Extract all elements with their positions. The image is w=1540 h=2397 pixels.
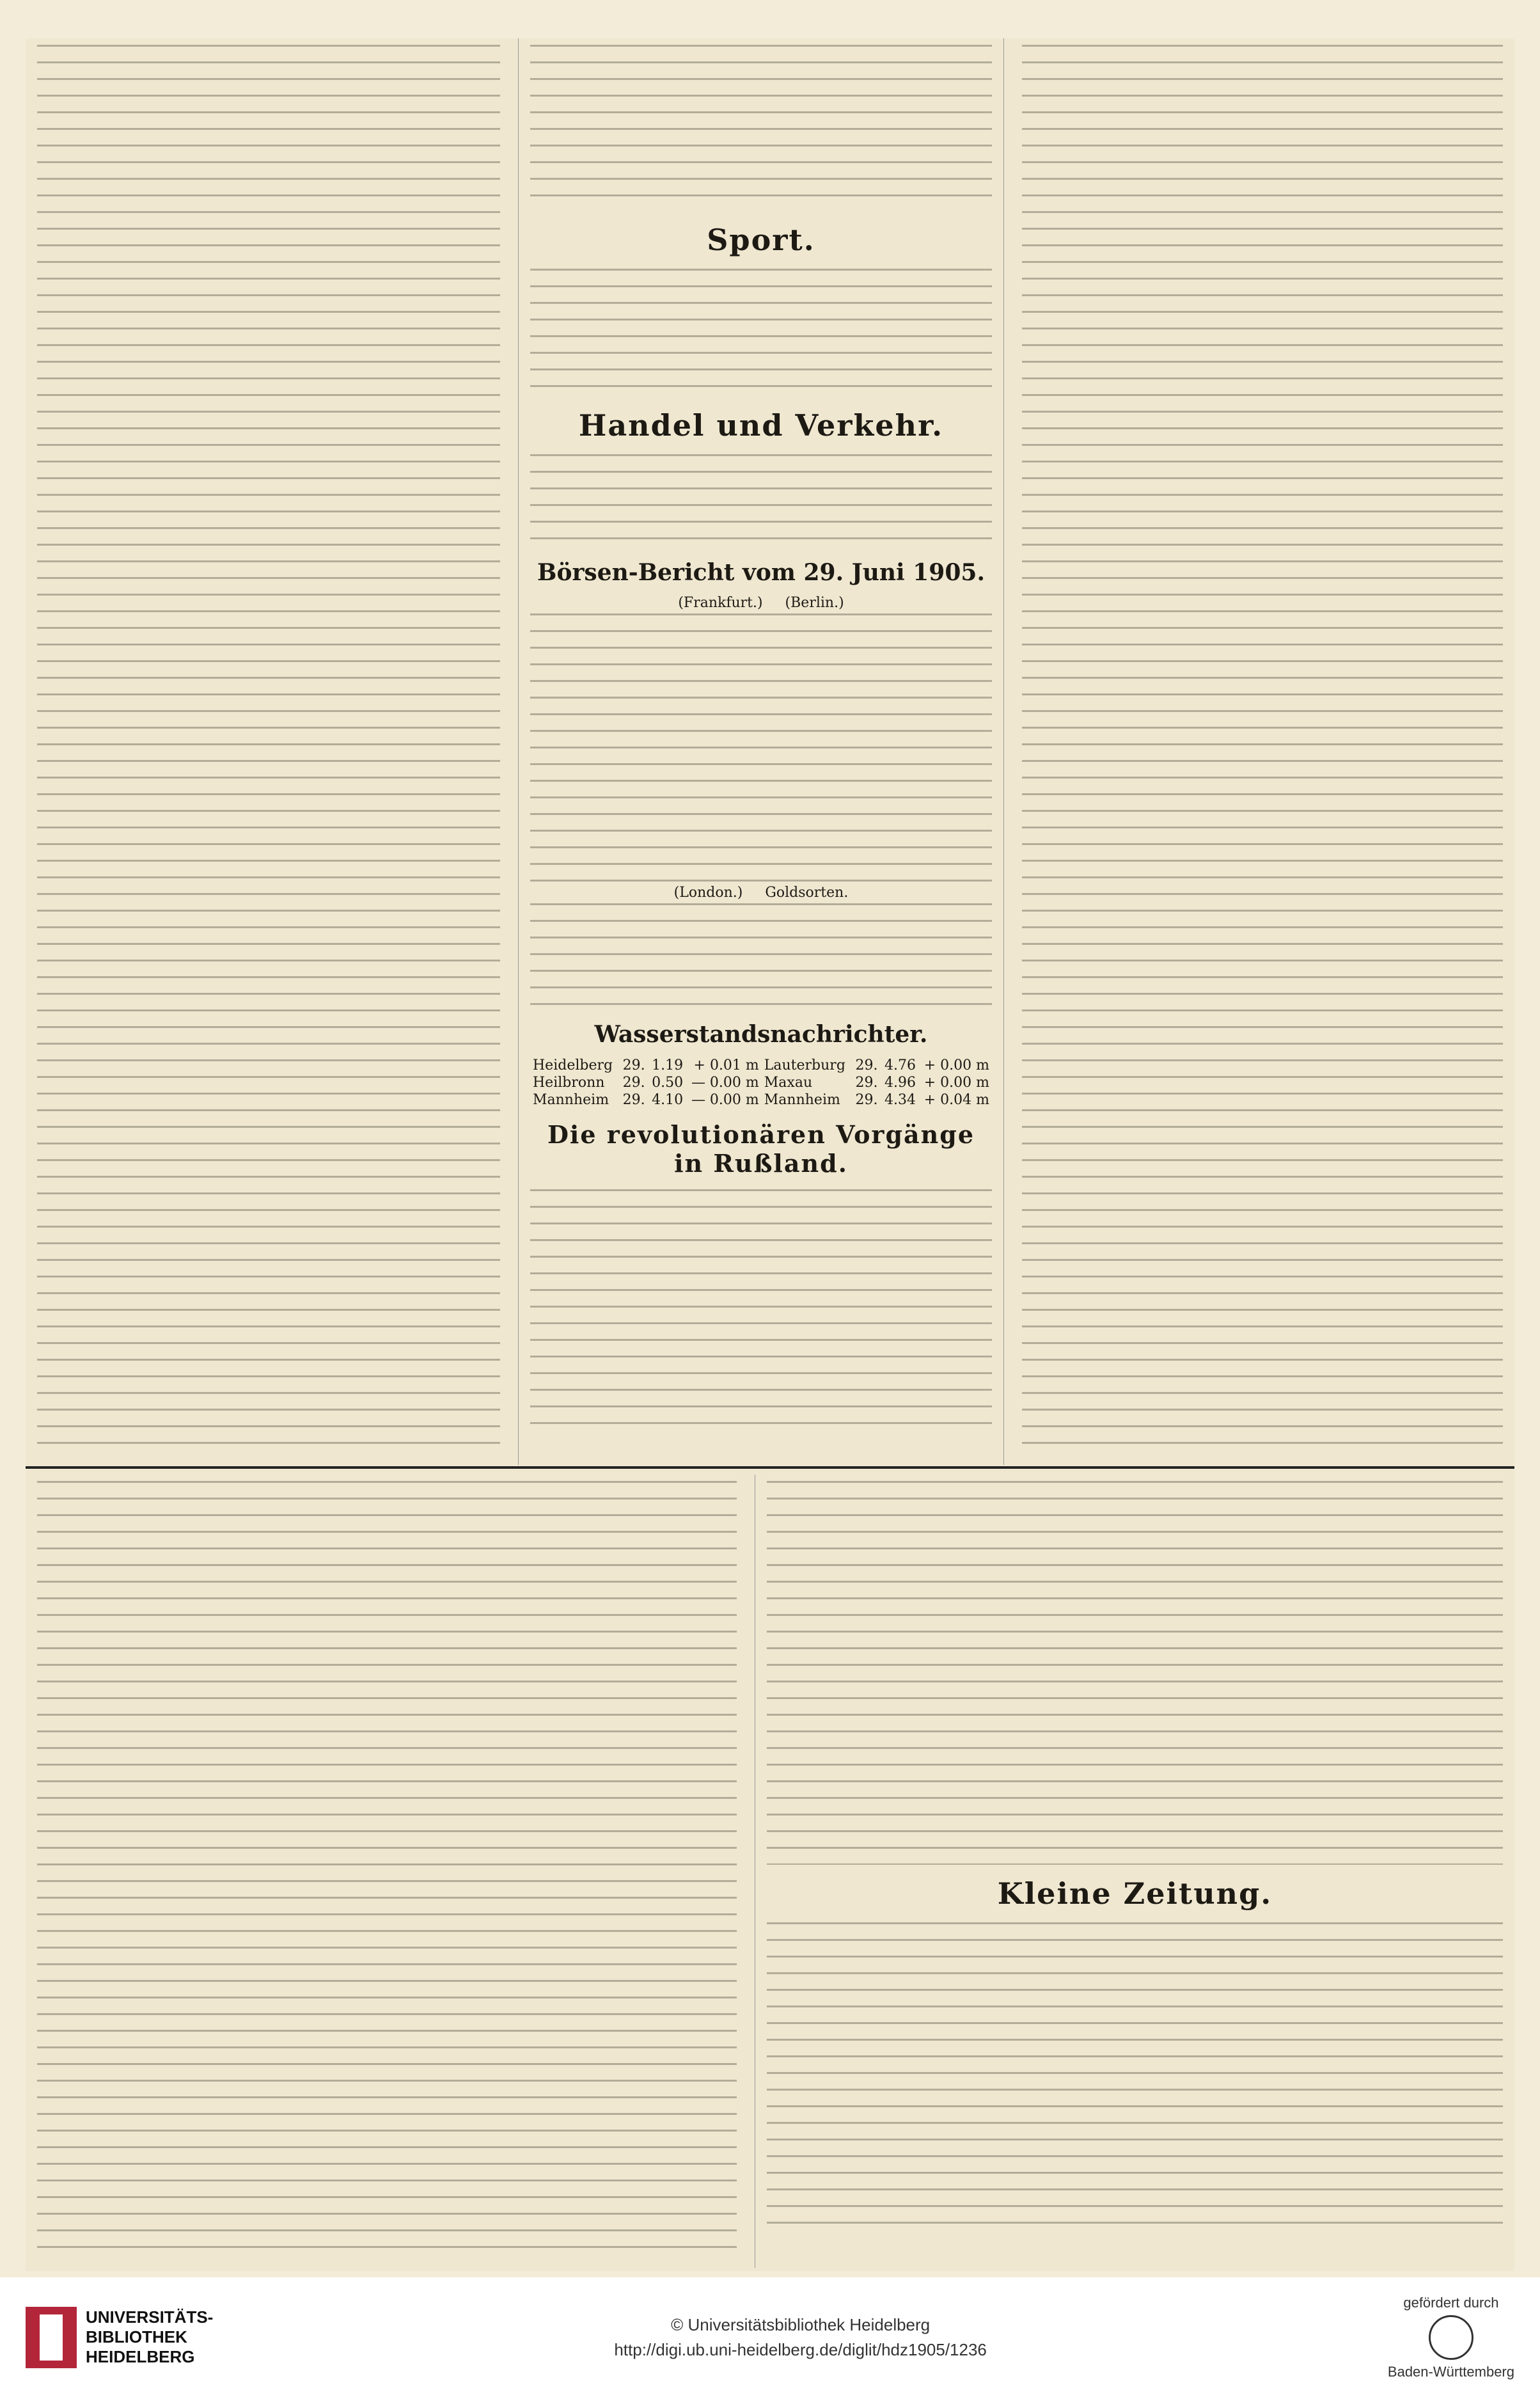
water-level-row [530,1091,992,1109]
library-name-line2: BIBLIOTHEK [86,2327,187,2346]
stock-report-title: Börsen-Bericht vom 29. Juni 1905. [537,559,985,586]
section-heading-russia: Die revolutionären Vorgänge in Rußland. [547,1120,975,1178]
water-level-cell: 29. [622,1057,645,1073]
small-news-text [767,1922,1503,2229]
library-name-line3: HEIDELBERG [86,2347,195,2367]
state-name: Baden-Württemberg [1387,2363,1514,2380]
water-level-row [530,1074,992,1091]
section-divider [26,1466,1514,1469]
water-level-cell: — 0.00 m [691,1092,759,1108]
column-3 [1010,38,1514,1465]
water-level-cell: 29. [622,1092,645,1108]
newspaper-page [26,38,1514,2271]
funder-block [1388,2295,1514,2380]
library-logo-icon [26,2307,77,2368]
source-url[interactable]: http://digi.ub.uni-heidelberg.de/diglit/hdz1905/1236 [614,2339,987,2359]
water-level-cell: 29. [622,1075,645,1091]
water-level-cell: Mannheim [764,1092,840,1108]
london-label: (London.) [673,885,743,901]
water-level-cell: 29. [855,1075,878,1091]
funded-by-label: gefördert durch [1403,2294,1499,2311]
lower-right-column [755,1475,1514,2268]
state-crest-icon [1429,2315,1473,2360]
water-levels-title: Wasserstandsnachrichter. [594,1021,928,1048]
section-heading-sport: Sport. [707,223,815,257]
lower-right-text [767,1481,1503,1865]
copyright-notice: © Universitätsbibliothek Heidelberg [671,2314,931,2334]
water-level-cell: Mannheim [533,1092,609,1108]
water-level-cell: Heidelberg [533,1057,613,1073]
water-level-cell: 1.19 [652,1057,684,1073]
russia-text [530,1189,992,1432]
water-level-cell: — 0.00 m [691,1075,759,1091]
berlin-label: (Berlin.) [785,595,844,611]
section-heading-trade: Handel und Verkehr. [578,408,944,443]
library-logo [26,2307,213,2368]
water-level-cell: 4.10 [652,1092,684,1108]
lower-left-columns [26,1475,748,2268]
column-2 [518,38,1004,1465]
column-2-top-text [530,45,992,211]
water-level-cell: 29. [855,1092,878,1108]
column-3-text [1022,45,1503,1459]
water-level-cell: + 0.00 m [923,1057,989,1073]
water-level-row [530,1057,992,1074]
water-level-cell: Lauterburg [764,1057,845,1073]
water-level-cell: + 0.01 m [693,1057,759,1073]
water-level-cell: + 0.00 m [923,1075,989,1091]
water-level-cell: 4.34 [884,1092,916,1108]
water-level-cell: 0.50 [652,1075,684,1091]
water-level-cell: Heilbronn [533,1075,605,1091]
column-1 [26,38,512,1465]
library-footer [0,2277,1540,2397]
water-levels-table [530,1057,992,1109]
water-level-cell: Maxau [764,1075,813,1091]
water-level-cell: + 0.04 m [923,1092,989,1108]
sport-text [530,269,992,397]
trade-text [530,454,992,550]
section-heading-small-news: Kleine Zeitung. [997,1876,1273,1911]
library-name-line1: UNIVERSITÄTS- [86,2307,214,2327]
water-level-cell: 4.76 [884,1057,916,1073]
water-level-cell: 29. [855,1057,878,1073]
column-1-text [37,45,500,1459]
lower-left-text [37,1481,737,2261]
london-gold-tables [530,903,992,1012]
frankfurt-label: (Frankfurt.) [678,595,763,611]
stock-tables [530,613,992,882]
water-level-cell: 4.96 [884,1075,916,1091]
gold-label: Goldsorten. [765,885,849,901]
